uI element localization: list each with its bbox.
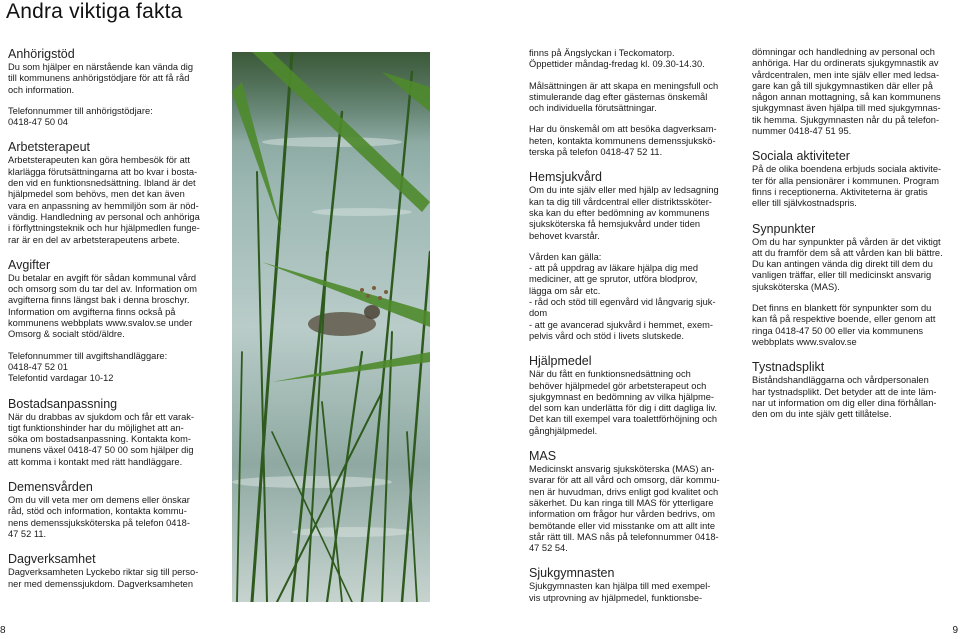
paragraph: Biståndshandläggarna och vårdpersonalen har tystnadsplikt. Det betyder att de inte läm- nar ut information om dig eller dina förhållan- den om du inte själv gett tillåtelse.: [752, 375, 937, 420]
paragraph: Arbetsterapeuten kan göra hembesök för att klarlägga förutsättningarna att bo kvar i bosta- den vid en funktionsnedsättning. Ibland är det hjälpmedel som behövs, men det kan även vara en anpassning av hemmiljön som är nöd- vändig. Handledning av personal och anhöriga i förflyttningsteknik och hur hjälpmedlen funge- rar är en del av arbetsterapeutens arbete.: [8, 155, 200, 245]
paragraph: När du drabbas av sjukdom och får ett varak- tigt funktionshinder har du möjlighet att an- söka om bostadsanpassning. Kontakta kom- munens växel 0418-47 50 00 som hjälper dig att komma i kontakt med rätt handläggare.: [8, 411, 195, 467]
page-number-left: 8: [0, 625, 6, 636]
paragraph: Du betalar en avgift för sådan kommunal vård och omsorg som du tar del av. Information om avgifterna finns längst bak i denna broschyr. Information om avgifterna finns också på kommunens webbplats www.svalov.se under Omsorg & socialt stöd/äldre.: [8, 272, 197, 340]
paragraph: Vården kan gälla: - att på uppdrag av läkare hjälpa dig med mediciner, att ge sprutor, utföra blodprov, lägga om sår etc. - råd och stöd till egenvård vid långvarig sjuk- dom - att ge avancerad sjukvård i hemmet, exem- pelvis vård och stöd i livets slutskede.: [529, 251, 716, 341]
section-heading: Hemsjukvård: [529, 170, 602, 185]
section-heading: Demensvården: [8, 480, 93, 495]
section-heading: Sjukgymnasten: [529, 566, 615, 581]
paragraph: Det finns en blankett för synpunkter som du kan få på respektive boende, eller genom att ringa 0418-47 50 00 eller via kommunens webbplats www.svalov.se: [752, 303, 936, 347]
text-column-right: [752, 47, 952, 430]
section-heading: Sociala aktiviteter: [752, 149, 850, 164]
paragraph: Om du har synpunkter på vården är det viktigt att du framför dem så att vården kan bli bättre. Du kan antingen vända dig direkt till dem du vanligen träffar, eller till medicinskt ansvarig sjuksköterska (MAS).: [752, 236, 943, 292]
paragraph: Om du vill veta mer om demens eller önskar råd, stöd och information, kontakta kommu- nens demenssjuksköterska på telefon 0418- 47 52 11.: [8, 495, 190, 539]
paragraph: När du fått en funktionsnedsättning och behöver hjälpmedel gör arbetsterapeut och sjukgymnast en bedömning av vilka hjälpme- del som kan underlätta för dig i ditt dagliga liv. Det kan till exempel vara toalettförhöjning och gånghjälpmedel.: [529, 369, 718, 436]
section-heading: Bostadsanpassning: [8, 396, 118, 411]
text-column-middle: [529, 48, 729, 614]
section-heading: Anhörigstöd: [8, 47, 75, 61]
paragraph: Har du önskemål om att besöka dagverksam- heten, kontakta kommunens demenssjukskö- terska på telefon 0418-47 52 11.: [529, 124, 717, 158]
paragraph: Dagverksamheten Lyckebo riktar sig till perso- ner med demenssjukdom. Dagverksamheten: [8, 567, 199, 589]
section-heading: Arbetsterapeut: [8, 140, 90, 155]
paragraph: Telefonnummer till avgiftshandläggare: 0418-47 52 01 Telefontid vardagar 10-12: [8, 350, 168, 384]
section-heading: Tystnadsplikt: [752, 360, 825, 375]
paragraph: Om du inte själv eller med hjälp av ledsagning kan ta dig till vårdcentral eller distriktssköter- ska kan du efter bedömning av kommunens sjuksköterska få hemsjukvård under tiden behovet kvarstår.: [529, 185, 719, 241]
page-title: Andra viktiga fakta: [6, 0, 183, 23]
section-heading: Avgifter: [8, 257, 51, 272]
paragraph: På de olika boendena erbjuds sociala aktivite- ter för alla pensionärer i kommunen. Program finns i receptionerna. Aktiviteterna är gratis eller till självkostnadspris.: [752, 164, 942, 209]
paragraph: finns på Ängslyckan i Teckomatorp. Öppettider måndag-fredag kl. 09.30-14.30.: [529, 48, 705, 70]
section-heading: Dagverksamhet: [8, 552, 96, 567]
paragraph: Telefonnummer till anhörigstödjare: 0418-47 50 04: [8, 105, 153, 128]
paragraph: Sjukgymnasten kan hjälpa till med exempel- vis utprovning av hjälpmedel, funktionsbe-: [529, 581, 711, 603]
text-column-left: [8, 47, 208, 600]
page-number-right: 9: [952, 625, 958, 636]
paragraph: Medicinskt ansvarig sjuksköterska (MAS) an- svarar för att all vård och omsorg, där kommu- nen är huvudman, drivs enligt god kvalitet och säkerhet. Du kan ringa till MAS för ytterligare information om frågor hur vården bedrivs, om bemötande eller vid misstanke om att allt inte står rätt till. MAS nås på telefonnummer 0418- 47 52 54.: [529, 464, 720, 554]
section-heading: Hjälpmedel: [529, 354, 592, 369]
section-heading: MAS: [529, 449, 557, 464]
paragraph: Målsättningen är att skapa en meningsfull och stimulerande dag efter gästernas önskemål och individuella förutsättningar.: [529, 80, 719, 114]
paragraph: dömningar och handledning av personal och anhöriga. Har du ordinerats sjukgymnastik av vårdcentralen, men inte själv eller med ledsa- gare kan gå till sjukgymnastiken där eller på någon annan mottagning, så kan kommunens sjukgymnast även hjälpa till med sjukgymnas- tik hemma. Sjukgymnasten når du på telefon- nummer 0418-47 51 95.: [752, 47, 941, 137]
paragraph: Du som hjälper en närstående kan vända dig till kommunens anhörigstödjare för att få råd och information.: [8, 62, 194, 95]
photo-reeds-duck: [232, 52, 430, 602]
section-heading: Synpunkter: [752, 221, 816, 236]
